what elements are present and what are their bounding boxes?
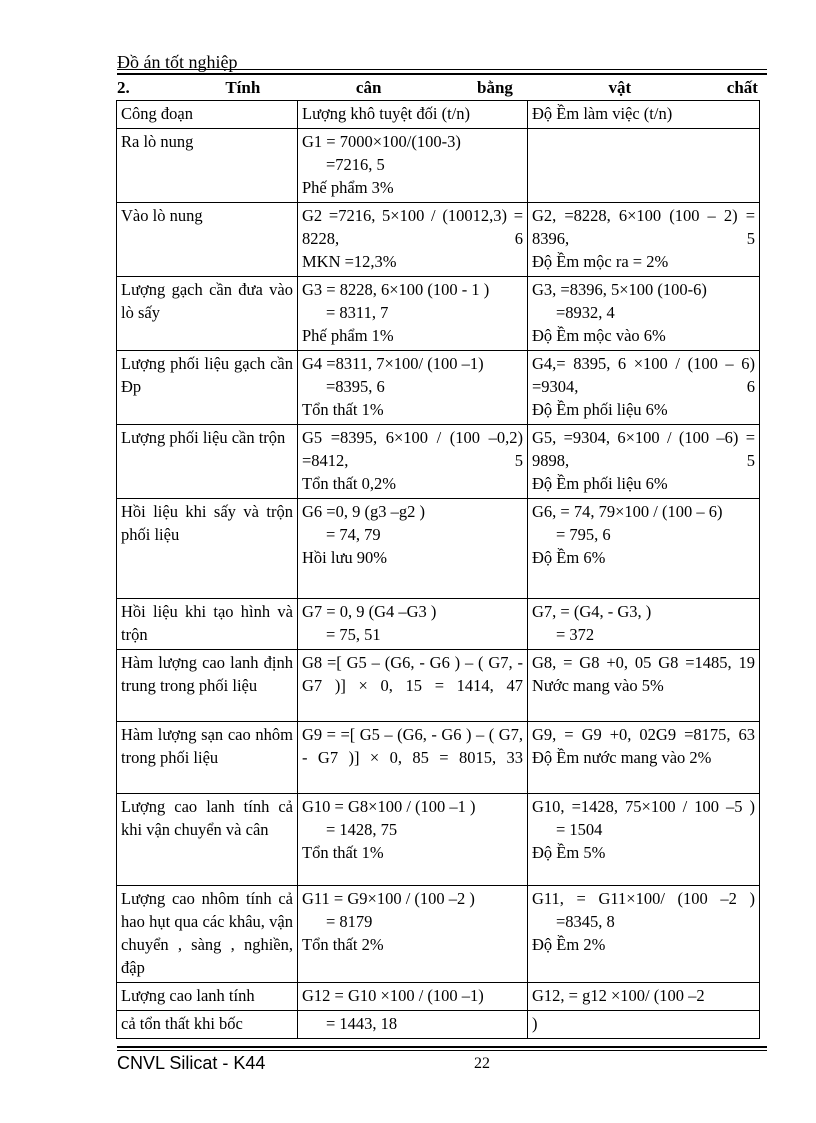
stage-cell: Ra lò nung — [117, 129, 298, 203]
heading-word: vật — [608, 78, 632, 97]
wet-line: G6, = 74, 79×100 / (100 – 6) — [532, 502, 723, 521]
wet-amount-cell — [528, 425, 760, 499]
section-heading — [117, 78, 758, 98]
dry-amount-cell — [298, 599, 528, 650]
dry-line: G5 =8395, 6×100 / (100 –0,2) =8412, 5 — [302, 428, 528, 470]
stage-cell: cả tổn thất khi bốc — [117, 1011, 298, 1039]
stage-cell: Lượng gạch cần đưa vào lò sấy — [117, 277, 298, 351]
heading-word: cân — [355, 78, 382, 97]
wet-line: Độ Ềm 6% — [532, 548, 606, 567]
stage-cell: Lượng cao nhôm tính cả hao hụt qua các khâu, vận chuyển , sàng , nghiền, đập — [117, 886, 298, 983]
wet-amount-cell — [528, 129, 760, 203]
dry-line: G1 = 7000×100/(100-3) — [302, 132, 461, 151]
dry-line: Tổn thất 1% — [302, 400, 384, 419]
table-row — [117, 129, 760, 203]
wet-line: Độ Ềm phối liệu 6% — [532, 400, 668, 419]
stage-cell: Lượng cao lanh tính — [117, 983, 298, 1011]
wet-line: Độ Ềm 5% — [532, 843, 606, 862]
wet-amount-cell — [528, 277, 760, 351]
table-row — [117, 599, 760, 650]
wet-line: Độ Ềm phối liệu 6% — [532, 474, 668, 493]
dry-line: G4 =8311, 7×100/ (100 –1) — [302, 354, 484, 373]
wet-line: G8, = G8 +0, 05 G8 =1485, 19 — [532, 653, 755, 672]
stage-cell: Lượng cao lanh tính cả khi vận chuyển và cân — [117, 794, 298, 886]
dry-line: Hồi lưu 90% — [302, 548, 388, 567]
dry-line: G12 = G10 ×100 / (100 –1) — [302, 986, 484, 1005]
wet-line: Nước mang vào 5% — [532, 676, 664, 695]
dry-line: = 1443, 18 — [326, 1014, 398, 1033]
column-header-dry: Lượng khô tuyệt đối (t/n) — [298, 101, 528, 129]
dry-line: G6 =0, 9 (g3 –g2 ) — [302, 502, 425, 521]
table-row — [117, 794, 760, 886]
wet-line: = 372 — [556, 625, 595, 644]
wet-line: = 795, 6 — [556, 525, 611, 544]
wet-line: = 1504 — [556, 820, 603, 839]
dry-amount-cell — [298, 203, 528, 277]
wet-line: Độ Ềm 2% — [532, 935, 606, 954]
stage-cell: Hàm lượng sạn cao nhôm trong phối liệu — [117, 722, 298, 794]
dry-line: G10 = G8×100 / (100 –1 ) — [302, 797, 476, 816]
wet-line: G9, = G9 +0, 02G9 =8175, 63 — [532, 725, 755, 744]
dry-line: G11 = G9×100 / (100 –2 ) — [302, 889, 475, 908]
wet-amount-cell — [528, 1011, 760, 1039]
dry-line: Phế phẩm 3% — [302, 178, 394, 197]
wet-line: G10, =1428, 75×100 / 100 –5 ) — [532, 797, 755, 816]
stage-cell: Hồi liệu khi sấy và trộn phối liệu — [117, 499, 298, 599]
dry-amount-cell — [298, 277, 528, 351]
wet-amount-cell — [528, 794, 760, 886]
dry-line: = 1428, 75 — [326, 820, 398, 839]
dry-line: =7216, 5 — [326, 155, 385, 174]
footer-rule — [117, 1050, 767, 1051]
wet-line: Độ Ềm mộc ra = 2% — [532, 252, 669, 271]
dry-amount-cell — [298, 351, 528, 425]
table-header-row — [117, 101, 760, 129]
table-row — [117, 722, 760, 794]
wet-line: G5, =9304, 6×100 / (100 –6) = 9898, 5 — [532, 428, 760, 470]
wet-line: =8932, 4 — [556, 303, 615, 322]
dry-line: = 8179 — [326, 912, 373, 931]
dry-line: G7 = 0, 9 (G4 –G3 ) — [302, 602, 437, 621]
wet-line: G4,= 8395, 6 ×100 / (100 – 6) =9304, 6 — [532, 354, 760, 396]
header-rule-thick — [117, 73, 767, 75]
wet-amount-cell — [528, 351, 760, 425]
column-header-wet: Độ Ềm làm việc (t/n) — [528, 101, 760, 129]
stage-cell: Lượng phối liệu gạch cần Đp — [117, 351, 298, 425]
footer-course: CNVL Silicat - K44 — [117, 1053, 266, 1073]
table-body — [117, 129, 760, 1039]
stage-cell: Lượng phối liệu cần trộn — [117, 425, 298, 499]
dry-amount-cell — [298, 499, 528, 599]
wet-amount-cell — [528, 203, 760, 277]
table-row — [117, 499, 760, 599]
wet-amount-cell — [528, 650, 760, 722]
dry-line: = 8311, 7 — [326, 303, 389, 322]
wet-amount-cell — [528, 722, 760, 794]
dry-amount-cell — [298, 425, 528, 499]
wet-line: Độ Ềm nước mang vào 2% — [532, 748, 712, 767]
dry-line: Tổn thất 0,2% — [302, 474, 396, 493]
dry-line: Phế phẩm 1% — [302, 326, 394, 345]
dry-amount-cell — [298, 794, 528, 886]
wet-line: =8345, 8 — [556, 912, 615, 931]
header-rule — [117, 69, 767, 70]
wet-amount-cell — [528, 599, 760, 650]
page-number: 22 — [474, 1055, 490, 1072]
stage-cell: Hàm lượng cao lanh định trung trong phối liệu — [117, 650, 298, 722]
dry-line: Tổn thất 1% — [302, 843, 384, 862]
table-row — [117, 1011, 760, 1039]
dry-amount-cell — [298, 983, 528, 1011]
wet-line: G3, =8396, 5×100 (100-6) — [532, 280, 707, 299]
dry-amount-cell — [298, 650, 528, 722]
table-row — [117, 351, 760, 425]
dry-line: G8 =[ G5 – (G6, - G6 ) – ( G7, - G7 )] × 0, 15 = 1414, 47 — [302, 653, 528, 695]
wet-line: ) — [532, 1014, 538, 1033]
stage-cell: Hồi liệu khi tạo hình và trộn — [117, 599, 298, 650]
footer-rule-thick — [117, 1046, 767, 1048]
dry-line: = 75, 51 — [326, 625, 381, 644]
dry-line: = 74, 79 — [326, 525, 381, 544]
table-row — [117, 203, 760, 277]
heading-word: Tính — [225, 78, 261, 97]
dry-line: MKN =12,3% — [302, 252, 397, 271]
wet-line: G2, =8228, 6×100 (100 – 2) = 8396, 5 — [532, 206, 760, 248]
table-row — [117, 886, 760, 983]
dry-line: Tổn thất 2% — [302, 935, 384, 954]
heading-word: chất — [726, 78, 758, 97]
wet-line: G12, = g12 ×100/ (100 –2 — [532, 986, 705, 1005]
table-row — [117, 277, 760, 351]
material-balance-table — [116, 100, 760, 1039]
dry-line: G2 =7216, 5×100 / (10012,3) = 8228, 6 — [302, 206, 528, 248]
wet-amount-cell — [528, 499, 760, 599]
wet-amount-cell — [528, 983, 760, 1011]
dry-amount-cell — [298, 1011, 528, 1039]
dry-line: G9 = =[ G5 – (G6, - G6 ) – ( G7, - G7 )] × 0, 85 = 8015, 33 — [302, 725, 528, 767]
dry-line: =8395, 6 — [326, 377, 385, 396]
wet-line: Độ Ềm mộc vào 6% — [532, 326, 666, 345]
dry-amount-cell — [298, 886, 528, 983]
wet-line: G7, = (G4, - G3, ) — [532, 602, 652, 621]
heading-word: bằng — [477, 78, 513, 97]
wet-amount-cell — [528, 886, 760, 983]
heading-word: 2. — [117, 78, 130, 97]
table-row — [117, 983, 760, 1011]
dry-line: G3 = 8228, 6×100 (100 - 1 ) — [302, 280, 490, 299]
table-row — [117, 425, 760, 499]
stage-cell: Vào lò nung — [117, 203, 298, 277]
header-title: Đồ án tốt nghiệp — [117, 52, 238, 72]
table-row — [117, 650, 760, 722]
column-header-stage: Công đoạn — [117, 101, 298, 129]
dry-amount-cell — [298, 129, 528, 203]
dry-amount-cell — [298, 722, 528, 794]
wet-line: G11, = G11×100/ (100 –2 ) — [532, 889, 755, 908]
